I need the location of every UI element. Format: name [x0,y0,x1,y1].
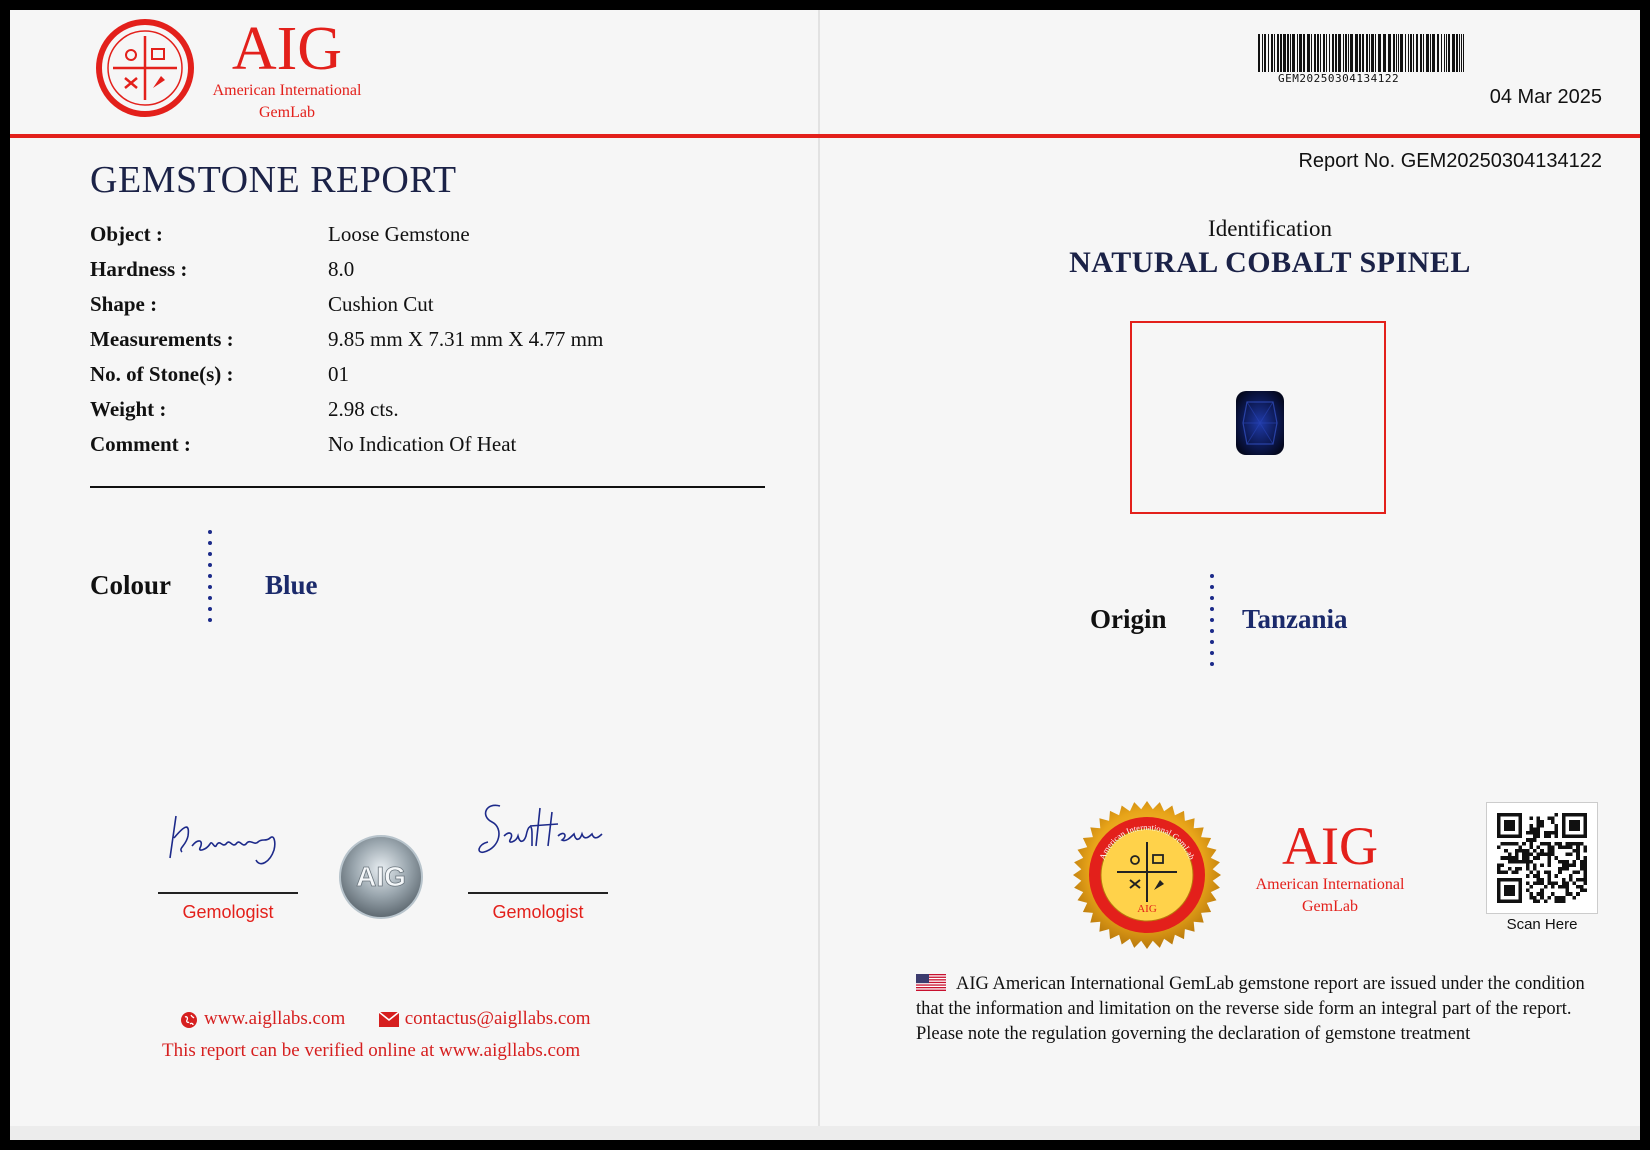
gemologist-signature-right [470,796,610,876]
identification-value: NATURAL COBALT SPINEL [1069,246,1471,279]
verify-note: This report can be verified online at www.aigllabs.com [162,1040,581,1061]
field-value: 8.0 [328,257,355,281]
field-label: Shape : [90,292,158,316]
field-value: Loose Gemstone [328,222,470,246]
brand-line1: American International [212,82,362,99]
qr-code-frame[interactable] [1486,802,1598,914]
us-flag-icon [916,974,946,991]
barcode [1258,34,1466,72]
brand-line1-footer: American International [1255,876,1405,893]
signature-label-right: Gemologist [492,902,584,922]
gemstone-image [1235,390,1285,456]
report-number: Report No. GEM20250304134122 [1298,150,1602,172]
fold-line [818,10,820,1140]
field-label: Measurements : [90,327,234,351]
globe-icon [180,1011,198,1029]
disclaimer [916,972,1588,1047]
signature-line-right [468,892,608,894]
website-link[interactable]: www.aigllabs.com [204,1008,346,1029]
aig-gold-seal [1072,800,1222,950]
aig-emblem-logo [95,18,195,118]
field-value: 9.85 mm X 7.31 mm X 4.77 mm [328,327,604,351]
field-label: No. of Stone(s) : [90,362,234,386]
signature-label-left: Gemologist [182,902,274,922]
origin-label: Origin [1090,604,1167,634]
report-document [10,10,1640,1140]
qr-caption: Scan Here [1506,916,1578,933]
barcode-number: GEM20250304134122 [1278,72,1400,85]
colour-value: Blue [265,570,318,600]
brand-wordmark-footer [1242,818,1418,918]
brand-line2: GemLab [259,104,315,121]
field-value: Cushion Cut [328,292,434,316]
colour-label: Colour [90,570,171,600]
field-label: Object : [90,222,163,246]
gemologist-signature-left [158,802,298,882]
brand-line2-footer: GemLab [1302,898,1358,915]
seal-short-text: AIG [1137,903,1157,915]
brand-wordmark [202,15,372,124]
field-value: 2.98 cts. [328,397,399,421]
brand-name-footer: AIG [1282,816,1378,876]
report-date: 04 Mar 2025 [1489,86,1602,108]
colour-dotted-separator [208,530,213,629]
field-label: Weight : [90,397,167,421]
fields-divider [90,486,765,488]
origin-value: Tanzania [1242,604,1348,634]
report-title: GEMSTONE REPORT [90,159,457,201]
identification-label: Identification [1208,216,1332,241]
contact-line [180,1008,591,1030]
email-link[interactable]: contactus@aigllabs.com [404,1008,591,1029]
signature-line-left [158,892,298,894]
brand-name: AIG [231,15,343,83]
seal-ring-text: American International GemLab [1097,821,1197,862]
field-label: Hardness : [90,257,188,281]
field-label: Comment : [90,432,191,456]
disclaimer-text: AIG American International GemLab gemstone report are issued under the condition that the information and limitation on the reverse side form an integral part of the report. Please note the regulation governing the declaration of gemstone treatment [916,974,1585,1044]
qr-code[interactable] [1497,813,1587,903]
envelope-icon [379,1012,399,1027]
bottom-margin [10,1126,1640,1140]
field-value: No Indication Of Heat [328,432,517,456]
hologram-text: AIG [356,861,406,892]
field-value: 01 [328,362,349,386]
origin-dotted-separator [1210,574,1215,673]
hologram-seal [338,834,424,920]
header-divider [10,134,1640,138]
